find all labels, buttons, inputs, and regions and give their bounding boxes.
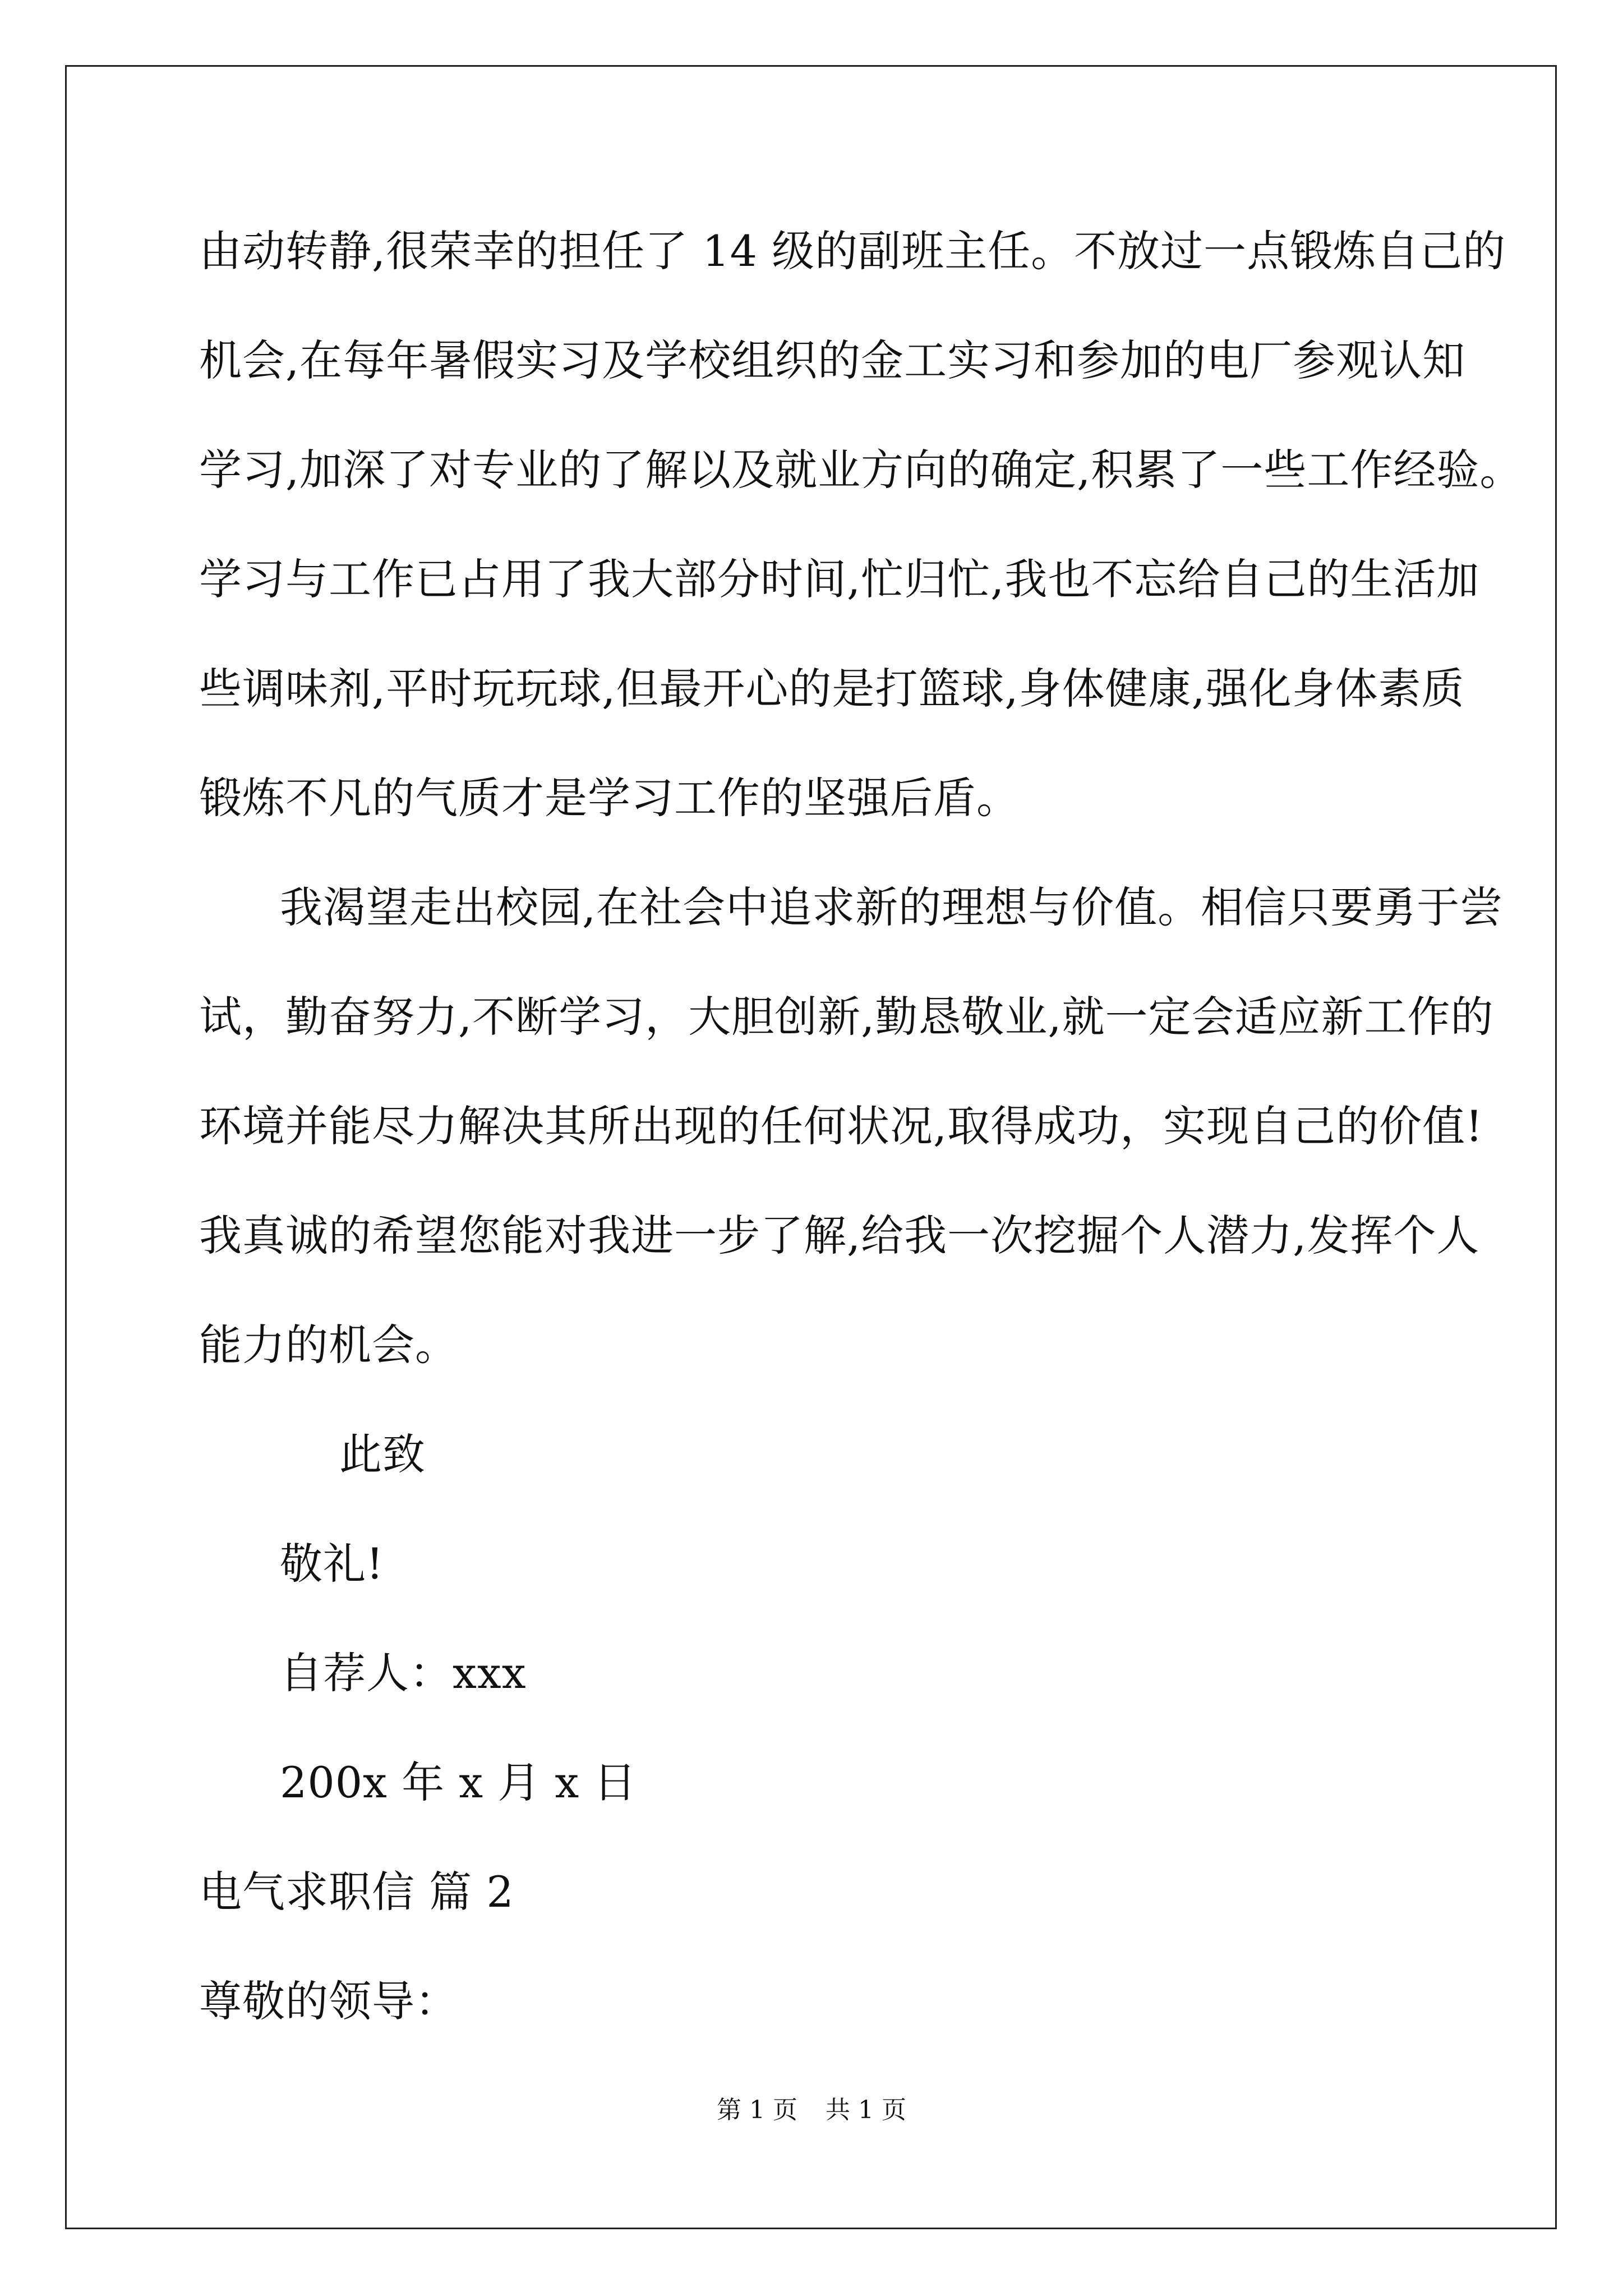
section-heading: 电气求职信 篇 2 (199, 1867, 514, 1917)
page-footer (0, 2093, 1623, 2127)
paragraph-line: 能力的机会。 (199, 1320, 458, 1370)
paragraph-line: 我真诚的希望您能对我进一步了解,给我一次挖掘个人潜力,发挥个人 (199, 1211, 1480, 1260)
paragraph-line: 学习,加深了对专业的了解以及就业方向的确定,积累了一些工作经验。 (199, 445, 1523, 495)
paragraph-line: 由动转静,很荣幸的担任了 14 级的副班主任。不放过一点锻炼自己的 (199, 226, 1506, 276)
paragraph-line: 试，勤奋努力,不断学习，大胆创新,勤恳敬业,就一定会适应新工作的 (199, 992, 1494, 1042)
greeting: 尊敬的领导： (199, 1976, 458, 2026)
page-total: 共 1 页 (826, 2096, 906, 2124)
paragraph-line: 锻炼不凡的气质才是学习工作的坚强后盾。 (199, 773, 1020, 823)
paragraph-line: 学习与工作已占用了我大部分时间,忙归忙,我也不忘给自己的生活加 (199, 554, 1480, 604)
letter-body (199, 213, 1523, 2073)
date-line: 200x 年 x 月 x 日 (280, 1757, 637, 1807)
closing-salutation: 此致 (339, 1429, 426, 1479)
paragraph-line: 环境并能尽力解决其所出现的任何状况,取得成功，实现自己的价值! (199, 1101, 1483, 1151)
paragraph-line: 机会,在每年暑假实习及学校组织的金工实习和参加的电厂参观认知 (199, 335, 1466, 385)
page-number: 第 1 页 (717, 2096, 797, 2124)
closing-regards: 敬礼! (280, 1539, 384, 1589)
paragraph-line: 我渴望走出校园,在社会中追求新的理想与价值。相信只要勇于尝 (280, 882, 1504, 932)
paragraph-line: 些调味剂,平时玩玩球,但最开心的是打篮球,身体健康,强化身体素质 (199, 664, 1465, 714)
signature: 自荐人：xxx (280, 1648, 527, 1698)
